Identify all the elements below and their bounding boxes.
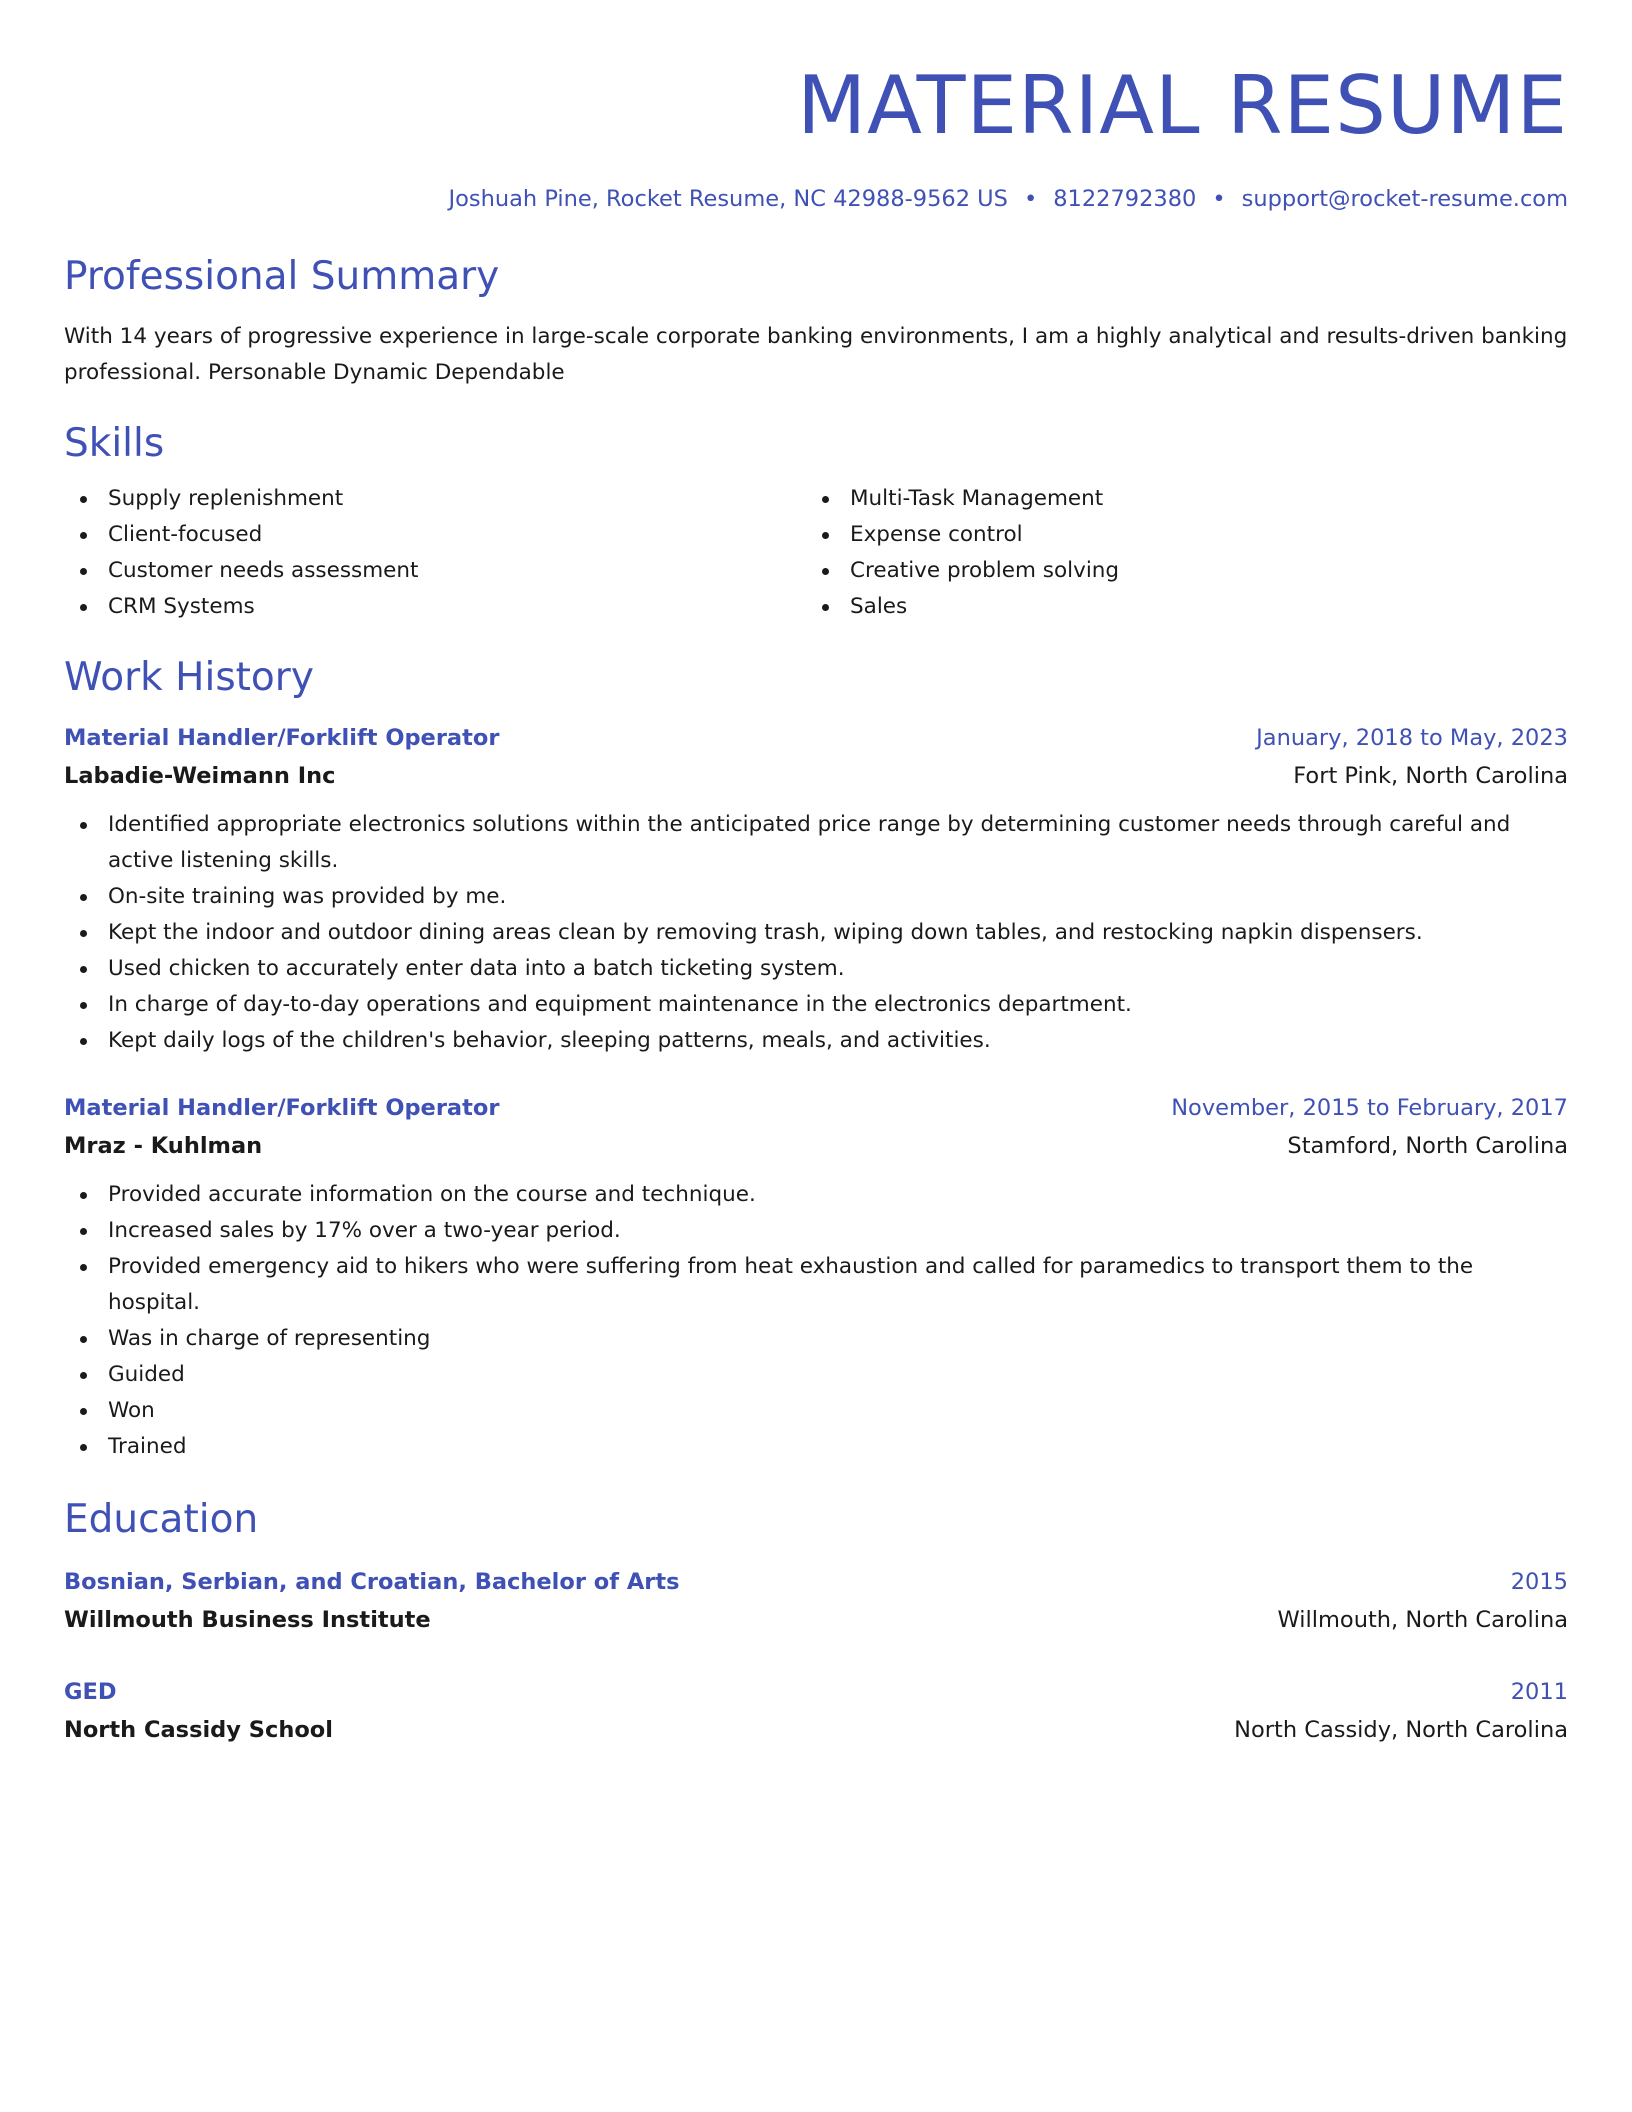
- skill-item: Expense control: [850, 517, 1550, 553]
- education-header-row: [64, 1673, 1568, 1711]
- duty-item: Trained: [108, 1429, 1568, 1465]
- job-company: Mraz - Kuhlman: [64, 1133, 263, 1159]
- summary-text: With 14 years of progressive experience in large-scale corporate banking environments, I am a highly analytical and results-driven banking professional. Personable Dynamic Dependable: [64, 324, 1568, 385]
- job-company-row: [64, 1127, 1568, 1165]
- resume-page: [64, 0, 1568, 1749]
- skill-item: Multi-Task Management: [850, 481, 1550, 517]
- education-location: Willmouth, North Carolina: [1277, 1607, 1568, 1633]
- education-degree: GED: [64, 1679, 117, 1705]
- contact-address: Joshuah Pine, Rocket Resume, NC 42988-9562 US: [448, 186, 1008, 212]
- work-history-heading: Work History: [64, 655, 314, 700]
- education-year: 2011: [1510, 1679, 1568, 1705]
- duty-item: On-site training was provided by me.: [108, 879, 1568, 915]
- job-entry: [64, 1089, 1568, 1465]
- skills-heading: Skills: [64, 421, 165, 466]
- education-header-row: [64, 1563, 1568, 1601]
- education-school-row: [64, 1601, 1568, 1639]
- duty-item: Increased sales by 17% over a two-year period.: [108, 1213, 1568, 1249]
- job-dates: January, 2018 to May, 2023: [1256, 725, 1568, 751]
- contact-separator: •: [1212, 186, 1226, 212]
- skills-list: [64, 481, 1568, 625]
- duty-item: Won: [108, 1393, 1568, 1429]
- job-header-row: [64, 1089, 1568, 1127]
- skill-item: Supply replenishment: [108, 481, 806, 517]
- skills-column-1: [64, 481, 806, 625]
- job-duties: [64, 807, 1568, 1059]
- resume-name: MATERIAL RESUME: [797, 59, 1568, 152]
- skill-item: Client-focused: [108, 517, 806, 553]
- duty-item: Guided: [108, 1357, 1568, 1393]
- contact-line: [64, 184, 1568, 214]
- education-heading: Education: [64, 1497, 259, 1542]
- skill-item: CRM Systems: [108, 589, 806, 625]
- education-entry: [64, 1673, 1568, 1749]
- duty-item: Kept daily logs of the children's behavior, sleeping patterns, meals, and activities.: [108, 1023, 1568, 1059]
- duty-item: Provided emergency aid to hikers who were suffering from heat exhaustion and called for paramedics to transport them to the hospital.: [108, 1249, 1568, 1321]
- contact-separator: •: [1023, 186, 1038, 212]
- education-school: Willmouth Business Institute: [64, 1607, 431, 1633]
- contact-email: support@rocket-resume.com: [1241, 186, 1568, 212]
- duty-item: Identified appropriate electronics solutions within the anticipated price range by determining customer needs through careful and active listening skills.: [108, 807, 1568, 879]
- job-title: Material Handler/Forklift Operator: [64, 1095, 500, 1121]
- summary-heading: Professional Summary: [64, 254, 500, 299]
- education-location: North Cassidy, North Carolina: [1234, 1717, 1568, 1743]
- duty-item: Provided accurate information on the course and technique.: [108, 1177, 1568, 1213]
- education-year: 2015: [1510, 1569, 1568, 1595]
- job-dates: November, 2015 to February, 2017: [1171, 1095, 1568, 1121]
- job-company: Labadie-Weimann Inc: [64, 763, 336, 789]
- job-title: Material Handler/Forklift Operator: [64, 725, 500, 751]
- job-entry: [64, 719, 1568, 1059]
- duty-item: Was in charge of representing: [108, 1321, 1568, 1357]
- job-location: Fort Pink, North Carolina: [1293, 763, 1568, 789]
- duty-item: Used chicken to accurately enter data into a batch ticketing system.: [108, 951, 1568, 987]
- skill-item: Sales: [850, 589, 1550, 625]
- education-school: North Cassidy School: [64, 1717, 333, 1743]
- job-header-row: [64, 719, 1568, 757]
- contact-phone: 8122792380: [1053, 186, 1197, 212]
- job-company-row: [64, 757, 1568, 795]
- job-location: Stamford, North Carolina: [1287, 1133, 1568, 1159]
- education-school-row: [64, 1711, 1568, 1749]
- skills-column-2: [806, 481, 1550, 625]
- skill-item: Creative problem solving: [850, 553, 1550, 589]
- job-duties: [64, 1177, 1568, 1465]
- education-entry: [64, 1563, 1568, 1639]
- duty-item: In charge of day-to-day operations and equipment maintenance in the electronics department.: [108, 987, 1568, 1023]
- education-degree: Bosnian, Serbian, and Croatian, Bachelor of Arts: [64, 1569, 680, 1595]
- skill-item: Customer needs assessment: [108, 553, 806, 589]
- duty-item: Kept the indoor and outdoor dining areas clean by removing trash, wiping down tables, and restocking napkin dispensers.: [108, 915, 1568, 951]
